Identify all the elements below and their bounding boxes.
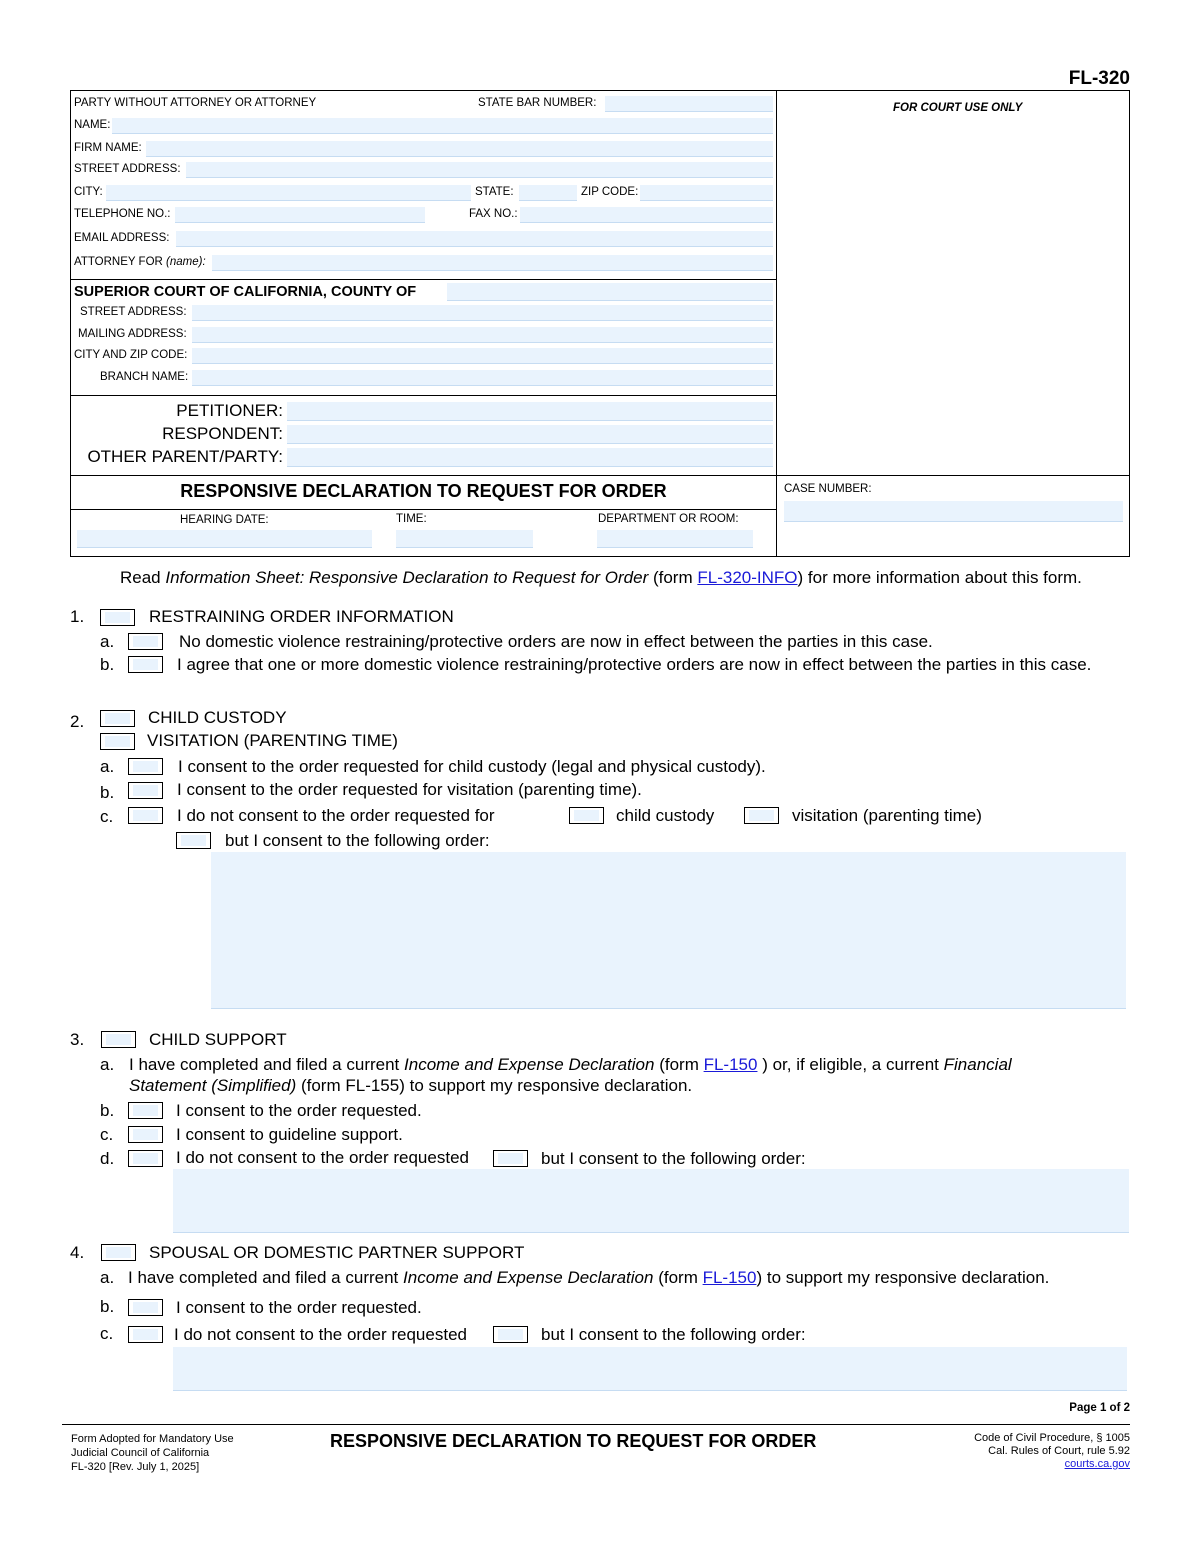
s2-title-custody: CHILD CUSTODY — [148, 708, 287, 727]
s4b-label: b. — [100, 1297, 115, 1316]
s2a-text: I consent to the order requested for child custody (legal and physical custody). — [178, 757, 766, 776]
footer-right: Code of Civil Procedure, § 1005 Cal. Rules of Court, rule 5.92 courts.ca.gov — [974, 1432, 1130, 1470]
s1b-label: b. — [100, 655, 115, 674]
petitioner-label: PETITIONER: — [176, 401, 283, 420]
footer-left: Form Adopted for Mandatory Use Judicial Council of California FL-320 [Rev. July 1, 2025] — [71, 1433, 234, 1473]
footer-title: RESPONSIVE DECLARATION TO REQUEST FOR ORDER — [330, 1431, 817, 1451]
street-field[interactable] — [186, 162, 773, 178]
zip-field[interactable] — [640, 185, 773, 201]
s3d-label: d. — [100, 1149, 115, 1168]
attorney-for-label: ATTORNEY FOR (name): — [74, 256, 206, 268]
court-use-label: FOR COURT USE ONLY — [893, 102, 1023, 114]
court-branch-field[interactable] — [192, 370, 773, 386]
s4b-text: I consent to the order requested. — [176, 1298, 422, 1317]
courts-link[interactable]: courts.ca.gov — [1064, 1458, 1130, 1470]
respondent-label: RESPONDENT: — [162, 424, 283, 443]
name-label: NAME: — [74, 119, 111, 131]
s2a-checkbox[interactable] — [128, 758, 163, 775]
s1-title: RESTRAINING ORDER INFORMATION — [149, 607, 454, 626]
s2-order-textarea[interactable] — [211, 852, 1126, 1009]
s3d-but-checkbox[interactable] — [493, 1150, 528, 1167]
s3b-text: I consent to the order requested. — [176, 1101, 422, 1120]
s1a-label: a. — [100, 632, 115, 651]
s4-checkbox[interactable] — [101, 1244, 136, 1261]
hearing-time-field[interactable] — [396, 530, 533, 548]
telephone-label: TELEPHONE NO.: — [74, 208, 171, 220]
street-label: STREET ADDRESS: — [74, 163, 181, 175]
s4c-text: I do not consent to the order requested — [174, 1325, 467, 1344]
form-number: FL-320 — [1068, 68, 1130, 89]
city-label: CITY: — [74, 186, 103, 198]
state-field[interactable] — [519, 185, 577, 201]
s1-number: 1. — [70, 607, 85, 626]
department-label: DEPARTMENT OR ROOM: — [598, 513, 739, 525]
s2-visitation-checkbox[interactable] — [100, 733, 135, 750]
s3c-text: I consent to guideline support. — [176, 1125, 403, 1144]
s4-number: 4. — [70, 1243, 85, 1262]
court-street-field[interactable] — [192, 305, 773, 321]
s2c-custody-checkbox[interactable] — [569, 807, 604, 824]
s1b-checkbox[interactable] — [128, 656, 163, 673]
s3d-checkbox[interactable] — [128, 1150, 163, 1167]
s2b-label: b. — [100, 783, 115, 802]
s4c-label: c. — [100, 1324, 114, 1343]
firm-label: FIRM NAME: — [74, 142, 142, 154]
fl-320-info-link[interactable]: FL-320-INFO — [697, 568, 798, 587]
page-number: Page 1 of 2 — [1069, 1402, 1130, 1414]
other-party-label: OTHER PARENT/PARTY: — [87, 447, 283, 466]
s3b-checkbox[interactable] — [128, 1102, 163, 1119]
s3a-text-line2: Statement (Simplified) (form FL-155) to support my responsive declaration. — [129, 1076, 693, 1095]
fl-150-link-2[interactable]: FL-150 — [702, 1268, 757, 1287]
hearing-date-field[interactable] — [77, 530, 372, 548]
s4-order-textarea[interactable] — [173, 1347, 1127, 1391]
s3c-checkbox[interactable] — [128, 1126, 163, 1143]
party-label: PARTY WITHOUT ATTORNEY OR ATTORNEY — [74, 97, 317, 109]
court-street-label: STREET ADDRESS: — [80, 306, 187, 318]
s2c-label: c. — [100, 807, 114, 826]
email-label: EMAIL ADDRESS: — [74, 232, 170, 244]
petitioner-field[interactable] — [287, 402, 773, 421]
s2a-label: a. — [100, 757, 115, 776]
s1a-checkbox[interactable] — [128, 633, 163, 650]
s2b-text: I consent to the order requested for visitation (parenting time). — [177, 780, 642, 799]
city-field[interactable] — [106, 185, 471, 201]
county-field[interactable] — [447, 283, 773, 301]
state-label: STATE: — [475, 186, 514, 198]
s3d-text: I do not consent to the order requested — [176, 1148, 469, 1167]
s4a-label: a. — [100, 1268, 115, 1287]
court-city-zip-label: CITY AND ZIP CODE: — [74, 349, 188, 361]
s1-checkbox[interactable] — [100, 609, 135, 626]
department-field[interactable] — [597, 530, 753, 548]
s1a-text: No domestic violence restraining/protective orders are now in effect between the parties in this case. — [179, 632, 933, 651]
court-mailing-field[interactable] — [192, 327, 773, 343]
s3-number: 3. — [70, 1030, 85, 1049]
hearing-date-label: HEARING DATE: — [180, 514, 269, 526]
state-bar-field[interactable] — [605, 96, 773, 112]
s2b-checkbox[interactable] — [128, 782, 163, 799]
hearing-time-label: TIME: — [396, 513, 427, 525]
fl-150-link[interactable]: FL-150 — [703, 1055, 758, 1074]
s4c-but-checkbox[interactable] — [493, 1326, 528, 1343]
s2-title-visitation: VISITATION (PARENTING TIME) — [147, 731, 398, 750]
intro-text: Read Information Sheet: Responsive Declaration to Request for Order (form FL-320-INFO) for more information about this form. — [120, 568, 1082, 587]
s4c-checkbox[interactable] — [128, 1326, 163, 1343]
respondent-field[interactable] — [287, 425, 773, 444]
case-number-field[interactable] — [784, 501, 1123, 522]
court-title: SUPERIOR COURT OF CALIFORNIA, COUNTY OF — [74, 284, 417, 300]
s2-custody-checkbox[interactable] — [100, 710, 135, 727]
s3-order-textarea[interactable] — [173, 1169, 1129, 1233]
zip-label: ZIP CODE: — [581, 186, 639, 198]
footer-divider — [62, 1424, 1130, 1425]
s4c-but-text: but I consent to the following order: — [541, 1325, 806, 1344]
case-number-label: CASE NUMBER: — [784, 483, 872, 495]
name-field[interactable] — [112, 118, 773, 134]
s3b-label: b. — [100, 1101, 115, 1120]
s2c-but-checkbox[interactable] — [176, 832, 211, 849]
fax-field[interactable] — [520, 207, 773, 223]
s2c-checkbox[interactable] — [128, 807, 163, 824]
telephone-field[interactable] — [175, 207, 425, 223]
s2c-visitation-text: visitation (parenting time) — [792, 806, 982, 825]
s3-title: CHILD SUPPORT — [149, 1030, 287, 1049]
court-branch-label: BRANCH NAME: — [100, 371, 189, 383]
s4a-text: I have completed and filed a current Income and Expense Declaration (form FL-150) to support my responsive declaration. — [128, 1268, 1050, 1287]
s1b-text: I agree that one or more domestic violence restraining/protective orders are now in effect between the parties in this case. — [177, 655, 1092, 674]
s2-number: 2. — [70, 712, 85, 731]
other-party-field[interactable] — [287, 448, 773, 467]
court-mailing-label: MAILING ADDRESS: — [78, 328, 187, 340]
s3a-label: a. — [100, 1055, 115, 1074]
s3c-label: c. — [100, 1125, 114, 1144]
form-title: RESPONSIVE DECLARATION TO REQUEST FOR ORDER — [180, 481, 667, 501]
s3a-text-line1: I have completed and filed a current Income and Expense Declaration (form FL-150 ) or, if eligible, a current Financial — [129, 1055, 1012, 1074]
s4b-checkbox[interactable] — [128, 1299, 163, 1316]
s2c-custody-text: child custody — [616, 806, 715, 825]
s3d-but-text: but I consent to the following order: — [541, 1149, 806, 1168]
firm-field[interactable] — [146, 141, 773, 157]
s4-title: SPOUSAL OR DOMESTIC PARTNER SUPPORT — [149, 1243, 525, 1262]
attorney-for-field[interactable] — [212, 255, 773, 271]
fax-label: FAX NO.: — [469, 208, 518, 220]
court-city-zip-field[interactable] — [192, 348, 773, 364]
email-field[interactable] — [176, 231, 773, 247]
s2c-but-text: but I consent to the following order: — [225, 831, 490, 850]
s2c-text: I do not consent to the order requested for — [177, 806, 495, 825]
state-bar-label: STATE BAR NUMBER: — [478, 97, 597, 109]
s2c-visitation-checkbox[interactable] — [744, 807, 779, 824]
s3-checkbox[interactable] — [101, 1031, 136, 1048]
